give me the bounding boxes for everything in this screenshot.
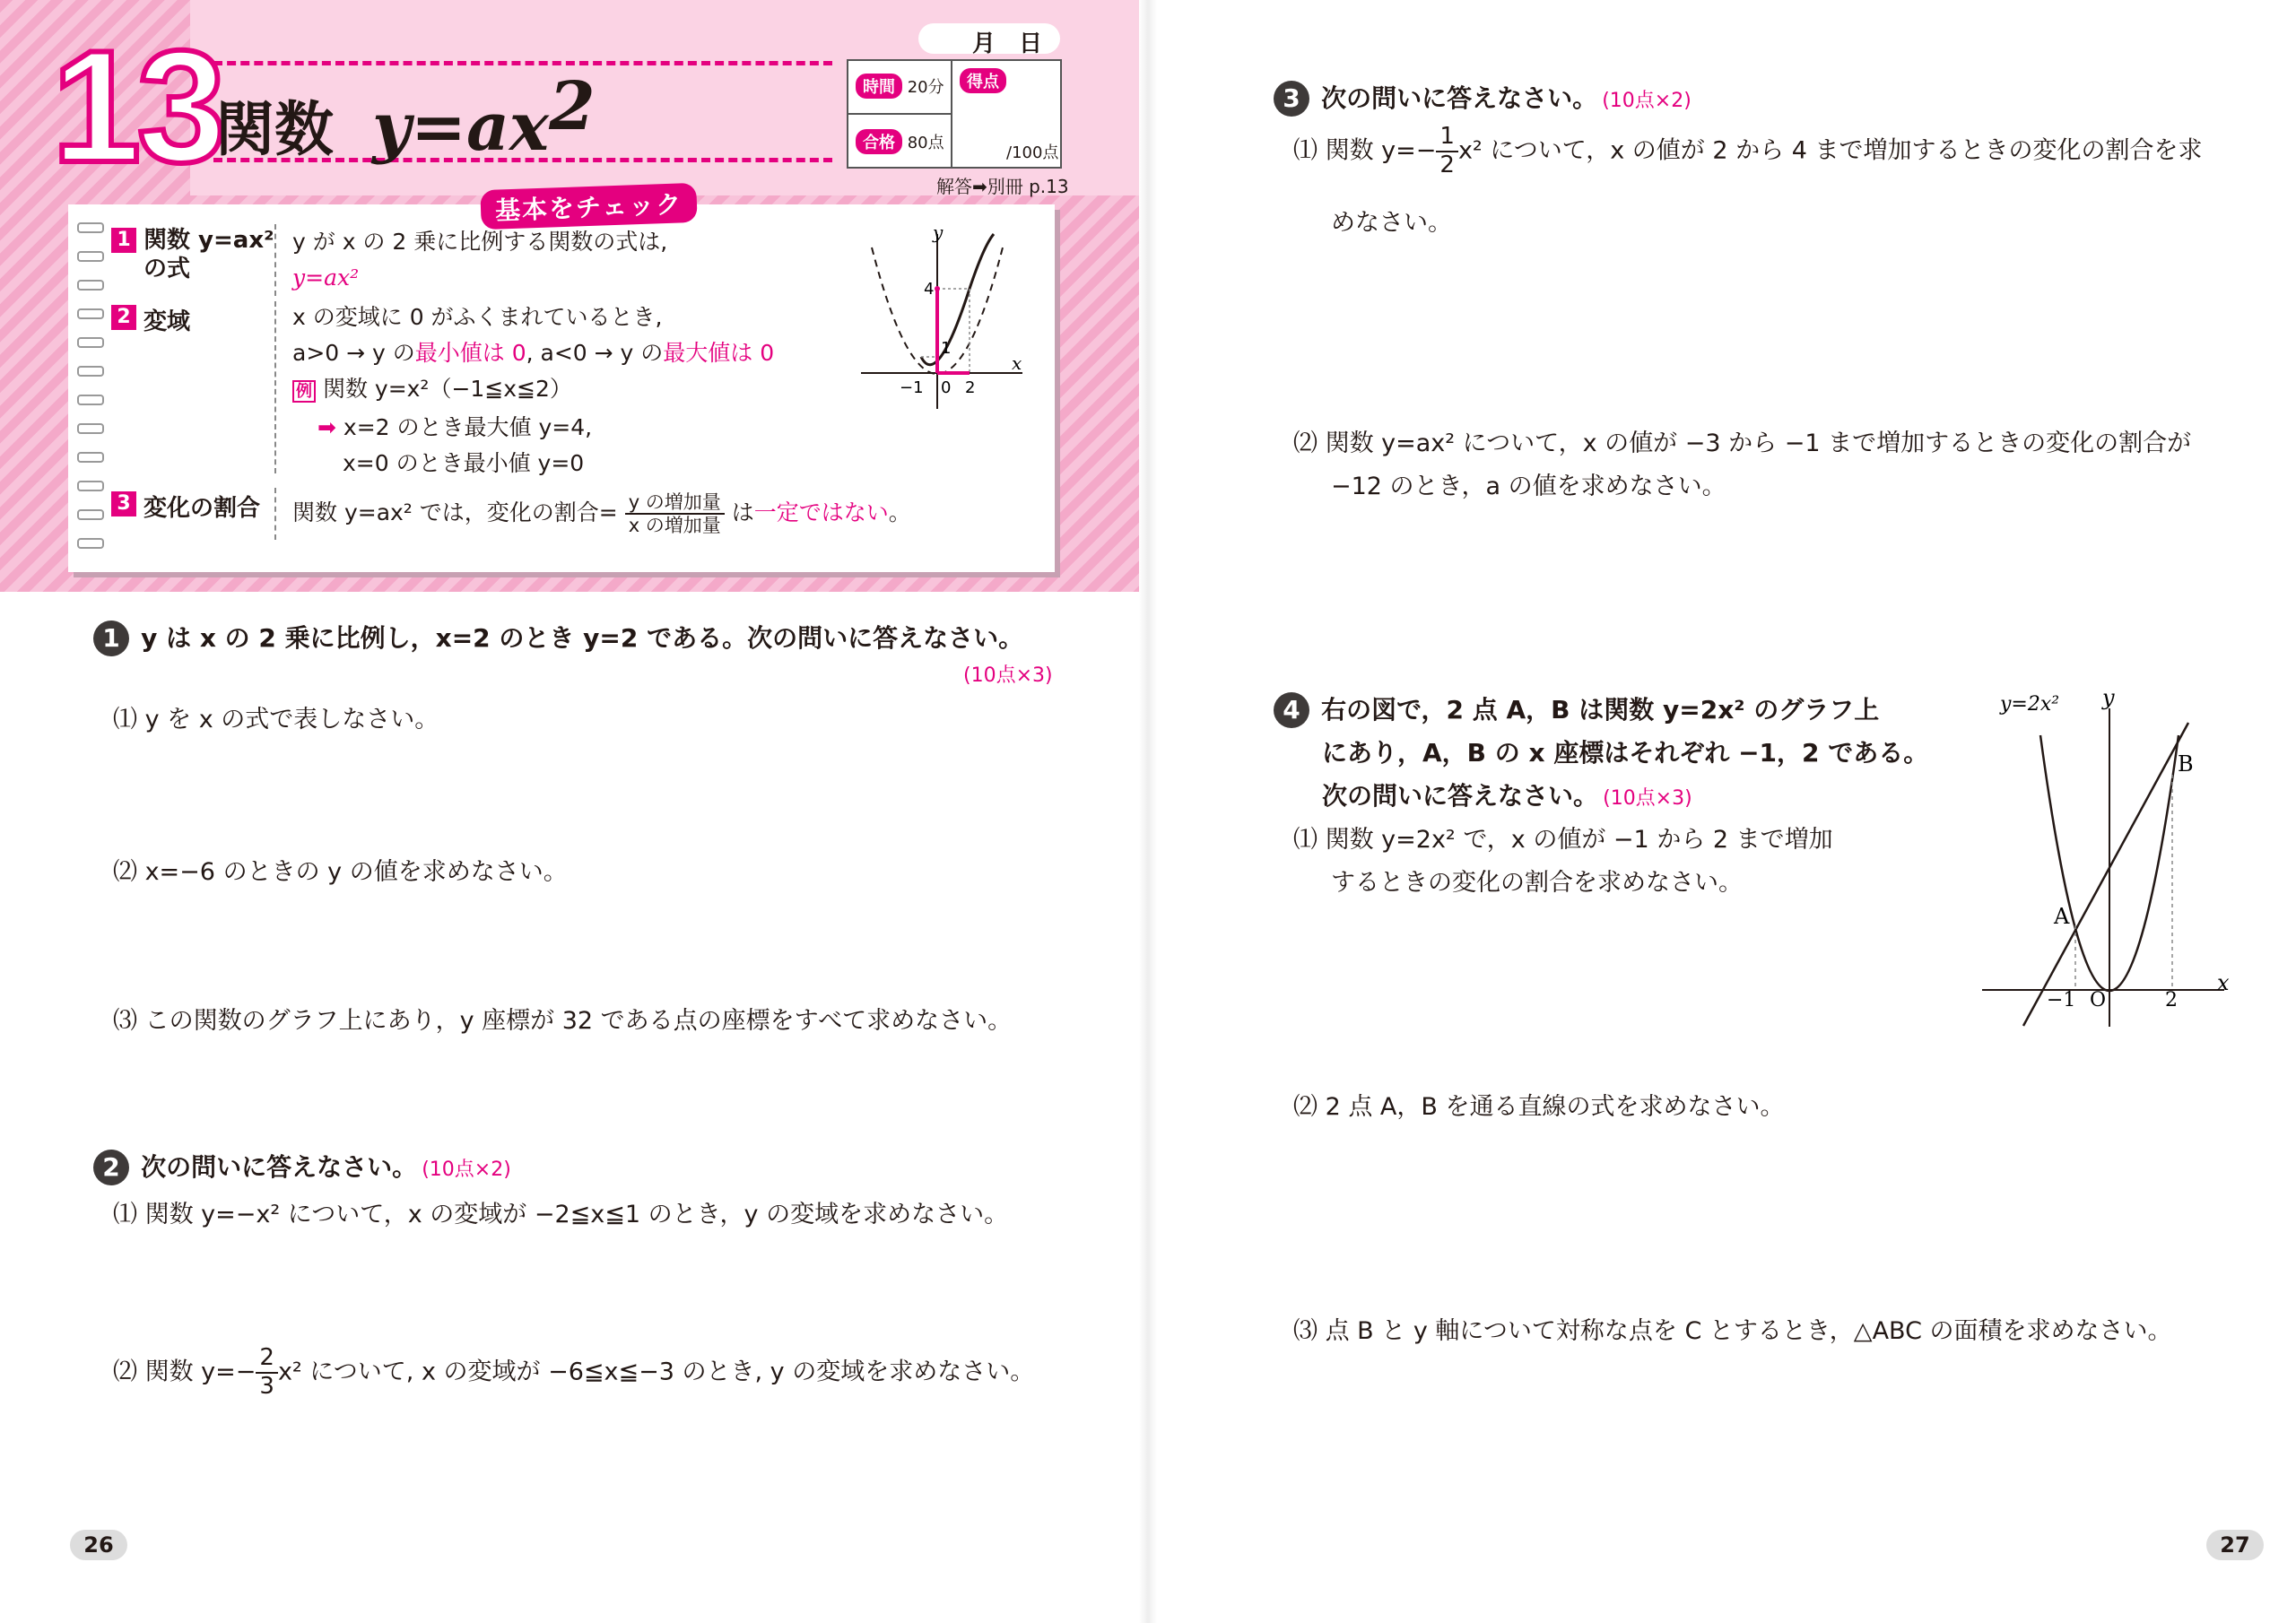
q4-y-label: y	[2102, 685, 2115, 710]
q3-number: 3	[1274, 81, 1309, 117]
check-item-1-line1: y が x の 2 乗に比例する関数の式は,	[292, 229, 668, 255]
title-prefix: 関数	[215, 95, 334, 164]
binder-ring	[77, 509, 104, 520]
q4-line3-wrap	[1322, 777, 1692, 812]
answer-reference: 解答➡別冊 p.13	[936, 176, 1069, 197]
check-item-2-line5: x=0 のとき最小値 y=0	[343, 450, 585, 476]
q4-line2: にあり，A，B の x 座標はそれぞれ −1，2 である。	[1322, 738, 1929, 768]
graph-x-label: x	[1012, 352, 1022, 374]
q4-header	[1274, 690, 1879, 728]
q4-sub3: ⑶ 点 B と y 軸について対称な点を C とするとき，△ABC の面積を求めなさい。	[1293, 1317, 2172, 1345]
q4-point-b-label: B	[2178, 751, 2194, 777]
title-exponent: 2	[549, 68, 596, 145]
score-max: /100点	[1006, 143, 1059, 162]
q4-tick-O: O	[2090, 989, 2107, 1011]
q4-line3: 次の問いに答えなさい。	[1322, 781, 1599, 811]
q1-sub1: ⑴ y を x の式で表しなさい。	[113, 706, 439, 733]
binder-ring	[77, 395, 104, 405]
q1-text: y は x の 2 乗に比例し，x=2 のとき y=2 である。次の問いに答えなさい。	[141, 623, 1024, 653]
pass-tag: 合格	[856, 129, 902, 154]
pass-value: 80点	[907, 134, 944, 152]
page-gutter	[1139, 0, 1157, 1623]
page-number-left: 26	[70, 1530, 127, 1560]
graph-tick-2: 2	[965, 378, 976, 397]
q2-header	[93, 1148, 511, 1185]
q1-number: 1	[93, 621, 129, 656]
check-item-3-header	[111, 491, 136, 516]
graph-tick-4: 4	[924, 280, 935, 299]
q4-graph	[1973, 681, 2233, 1031]
title-formula: y=ax	[371, 89, 550, 166]
q3-points: (10点×2)	[1602, 90, 1692, 112]
check-item-1-text	[292, 224, 667, 296]
binder-ring	[77, 452, 104, 463]
q2-text: 次の問いに答えなさい。	[141, 1152, 418, 1182]
check-item-2-number: 2	[111, 305, 136, 330]
check-parabola-graph	[852, 221, 1031, 418]
binder-ring	[77, 481, 104, 491]
q4-sub1: ⑴ 関数 y=2x² で，x の値が −1 から 2 まで増加	[1293, 826, 1833, 854]
q1-sub2: ⑵ x=−6 のときの y の値を求めなさい。	[113, 858, 568, 886]
q1-points: (10点×3)	[963, 664, 1053, 687]
binder-ring	[77, 366, 104, 377]
check-item-2-title: 変域	[144, 308, 191, 335]
q4-x-label: x	[2217, 970, 2230, 995]
binder-ring	[77, 251, 104, 262]
q4-sub2: ⑵ 2 点 A，B を通る直線の式を求めなさい。	[1293, 1093, 1785, 1121]
q3-sub1: ⑴ 関数 y=− $\frac{1}{2}$ x² について，x の値が 2 から 4 まで増加するときの変化の割合を求	[1293, 123, 2203, 178]
q4-sub1-cont: するときの変化の割合を求めなさい。	[1331, 869, 1743, 897]
check-item-3-title: 変化の割合	[144, 495, 261, 522]
binder-ring	[77, 538, 104, 549]
date-field	[918, 23, 1060, 57]
arrow-right-icon: ➡	[317, 414, 336, 440]
check-item-2-line1: x の変域に 0 がふくまれているとき,	[292, 304, 663, 330]
graph-tick-1: 1	[941, 339, 952, 358]
check-tag: 基本をチェック	[480, 183, 698, 230]
rate-of-change-fraction: $\frac{\text{y の増加量}}{\text{x の増加量}}$	[625, 491, 725, 536]
check-item-2-line2: a>0 → y の最小値は 0, a<0 → y の最大値は 0	[292, 340, 775, 366]
score-tag: 得点	[960, 68, 1006, 93]
q1-sub3: ⑶ この関数のグラフ上にあり，y 座標が 32 である点の座標をすべて求めなさい。	[113, 1007, 1013, 1035]
q2-sub1: ⑴ 関数 y=−x² について，x の変域が −2≦x≦1 のとき，y の変域を求めなさい。	[113, 1201, 1009, 1228]
page-number-right: 27	[2206, 1530, 2264, 1560]
q2-sub2: ⑵ 関数 y=− $\frac{2}{3}$ x² について, x の変域が −6≦x≦−3 のとき, y の変域を求めなさい。	[113, 1344, 1035, 1400]
check-divider	[274, 301, 276, 473]
q4-line1: 右の図で，2 点 A，B は関数 y=2x² のグラフ上	[1321, 695, 1880, 725]
lesson-number: 13	[52, 17, 222, 195]
time-tag: 時間	[856, 74, 902, 99]
binder-ring	[77, 337, 104, 348]
q4-point-a-label: A	[2054, 904, 2070, 929]
check-item-2-header	[111, 305, 136, 330]
q4-number: 4	[1274, 692, 1309, 728]
page-title	[215, 68, 596, 166]
check-item-1-header	[111, 228, 136, 253]
binder-ring	[77, 423, 104, 434]
q3-sub2-cont: −12 のとき，a の値を求めなさい。	[1331, 473, 1726, 500]
check-item-3-number: 3	[111, 491, 136, 516]
example-tag: 例	[292, 380, 316, 403]
q4-points: (10点×3)	[1603, 787, 1692, 810]
binder-ring	[77, 308, 104, 319]
graph-tick-0: 0	[941, 378, 952, 397]
check-item-1-title: 関数 y=ax²の式	[144, 227, 274, 282]
q3-header	[1274, 79, 1692, 117]
q1-header	[93, 619, 1023, 656]
q4-tick-m1: −1	[2047, 989, 2076, 1011]
q4-func-label: y=2x²	[2000, 693, 2060, 716]
check-item-2-text	[292, 299, 774, 482]
check-item-3-text: 関数 y=ax² では，変化の割合= $\frac{\text{y の増加量}}{\text{x の増加量}}$ は一定ではない。	[292, 491, 911, 537]
check-divider	[274, 488, 276, 540]
check-item-2-example: 例 関数 y=x²（−1≦x≦2）	[292, 371, 774, 410]
check-item-1-number: 1	[111, 228, 136, 253]
check-item-2-line4: ➡ x=2 のとき最大値 y=4,	[317, 414, 593, 440]
title-rule-top	[213, 61, 832, 65]
date-label: 月 日	[972, 30, 1043, 57]
check-item-1-formula: y=ax²	[292, 265, 360, 291]
q2-number: 2	[93, 1150, 129, 1185]
q2-points: (10点×2)	[422, 1159, 511, 1181]
time-value: 20分	[907, 78, 944, 97]
q3-sub2: ⑵ 関数 y=ax² について，x の値が −3 から −1 まで増加するときの変化の割合が	[1293, 430, 2192, 457]
binder-ring	[77, 222, 104, 233]
check-divider	[274, 224, 276, 296]
q4-tick-2: 2	[2165, 989, 2178, 1011]
graph-y-label: y	[933, 221, 944, 243]
score-box	[847, 59, 1062, 169]
q3-sub1-cont: めなさい。	[1331, 209, 1452, 237]
graph-tick-m1: −1	[900, 378, 924, 397]
q3-text: 次の問いに答えなさい。	[1321, 83, 1598, 113]
binder-ring	[77, 280, 104, 291]
